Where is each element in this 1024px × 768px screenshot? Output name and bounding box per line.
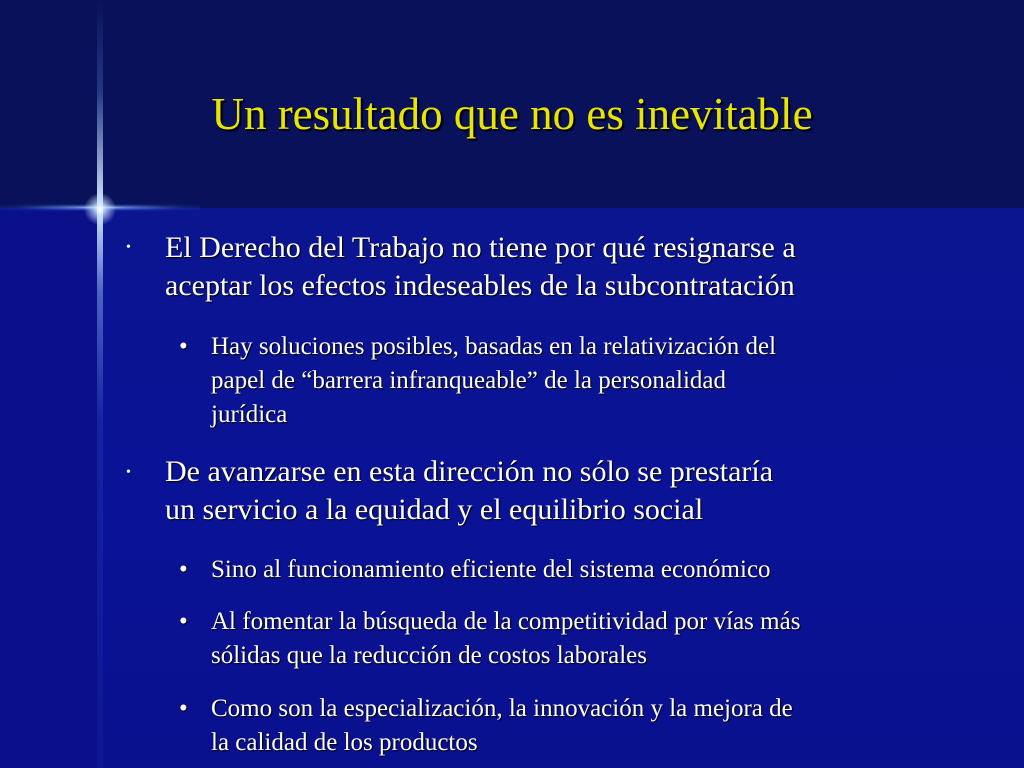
bullet-marker: • [126, 240, 131, 255]
sub-bullet-marker: • [179, 333, 188, 360]
slide-title: Un resultado que no es inevitable [211, 89, 813, 139]
sub-bullet-2-2-line-2: sólidas que la reducción de costos laborales [211, 642, 647, 669]
sub-bullet-2-3-line-2: la calidad de los productos [211, 729, 478, 756]
sub-bullet-marker: • [179, 556, 188, 583]
bullet-1-line-2: aceptar los efectos indeseables de la subcontratación [165, 269, 795, 302]
sub-bullet-1-1-line-2: papel de “barrera infranqueable” de la personalidad [211, 367, 726, 394]
sub-bullet-2-1-line-1: Sino al funcionamiento eficiente del sistema económico [211, 556, 771, 583]
sub-bullet-1-1-line-1: Hay soluciones posibles, basadas en la relativización del [211, 333, 777, 360]
sub-bullet-2-2-line-1: Al fomentar la búsqueda de la competitividad por vías más [211, 608, 801, 635]
bullet-marker: • [126, 465, 131, 480]
bullet-1-line-1: El Derecho del Trabajo no tiene por qué resignarse a [165, 231, 796, 264]
sub-bullet-marker: • [179, 608, 188, 635]
sub-bullet-2-3-line-1: Como son la especialización, la innovación y la mejora de [211, 695, 793, 722]
bullet-2-line-2: un servicio a la equidad y el equilibrio social [165, 493, 704, 526]
sub-bullet-marker: • [179, 695, 188, 722]
bullet-2-line-1: De avanzarse en esta dirección no sólo se prestaría [165, 455, 774, 488]
sub-bullet-1-1-line-3: jurídica [211, 401, 288, 428]
